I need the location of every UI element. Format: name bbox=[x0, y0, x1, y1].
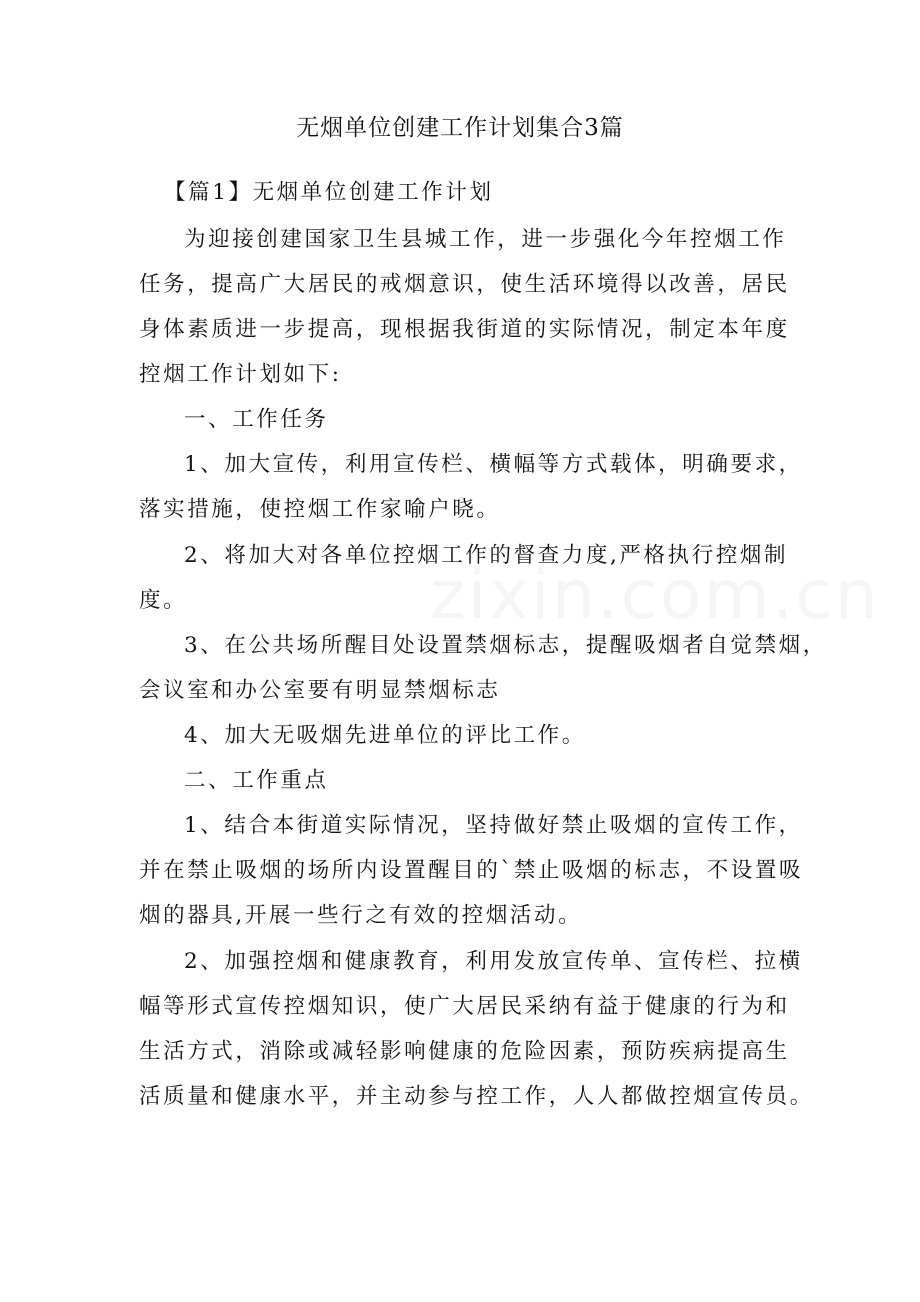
paragraph-line: 任务，提高广大居民的戒烟意识，使生活环境得以改善，居民 bbox=[139, 272, 790, 297]
paragraph-line: 生活方式，消除或减轻影响健康的危险因素，预防疾病提高生 bbox=[139, 1039, 790, 1064]
paragraph-line: 为迎接创建国家卫生县城工作，进一步强化今年控烟工作 bbox=[184, 227, 787, 252]
paragraph-line: 1、结合本街道实际情况，坚持做好禁止吸烟的宣传工作， bbox=[184, 813, 803, 838]
paragraph-line: 4、加大无吸烟先进单位的评比工作。 bbox=[184, 723, 586, 748]
paragraph-line: 度。 bbox=[139, 588, 188, 613]
paragraph-line: 烟的器具,开展一些行之有效的控烟活动。 bbox=[139, 903, 583, 928]
paragraph-line: 活质量和健康水平，并主动参与控工作，人人都做控烟宣传员。 bbox=[139, 1084, 814, 1109]
paragraph-line: 1、加大宣传，利用宣传栏、横幅等方式载体，明确要求， bbox=[184, 452, 803, 477]
section-heading: 【篇1】无烟单位创建工作计划 bbox=[164, 180, 494, 205]
paragraph-line: 幅等形式宣传控烟知识，使广大居民采纳有益于健康的行为和 bbox=[139, 994, 790, 1019]
paragraph-line: 2、加强控烟和健康教育，利用发放宣传单、宣传栏、拉横 bbox=[184, 949, 803, 974]
paragraph-line: 身体素质进一步提高，现根据我街道的实际情况，制定本年度 bbox=[139, 317, 790, 342]
document-title: 无烟单位创建工作计划集合3篇 bbox=[296, 115, 624, 141]
paragraph-line: 2、将加大对各单位控烟工作的督查力度,严格执行控烟制 bbox=[184, 543, 789, 568]
paragraph-line: 落实措施，使控烟工作家喻户晓。 bbox=[139, 497, 501, 522]
paragraph-line: 控烟工作计划如下: bbox=[139, 362, 342, 387]
watermark: zixin.com.cn bbox=[430, 556, 880, 635]
subheading: 二、工作重点 bbox=[184, 768, 329, 793]
subheading: 一、工作任务 bbox=[184, 407, 329, 432]
paragraph-line: 会议室和办公室要有明显禁烟标志 bbox=[139, 678, 501, 703]
paragraph-line: 并在禁止吸烟的场所内设置醒目的`禁止吸烟的标志，不设置吸 bbox=[139, 858, 804, 883]
paragraph-line: 3、在公共场所醒目处设置禁烟标志，提醒吸烟者自觉禁烟， bbox=[184, 633, 827, 658]
